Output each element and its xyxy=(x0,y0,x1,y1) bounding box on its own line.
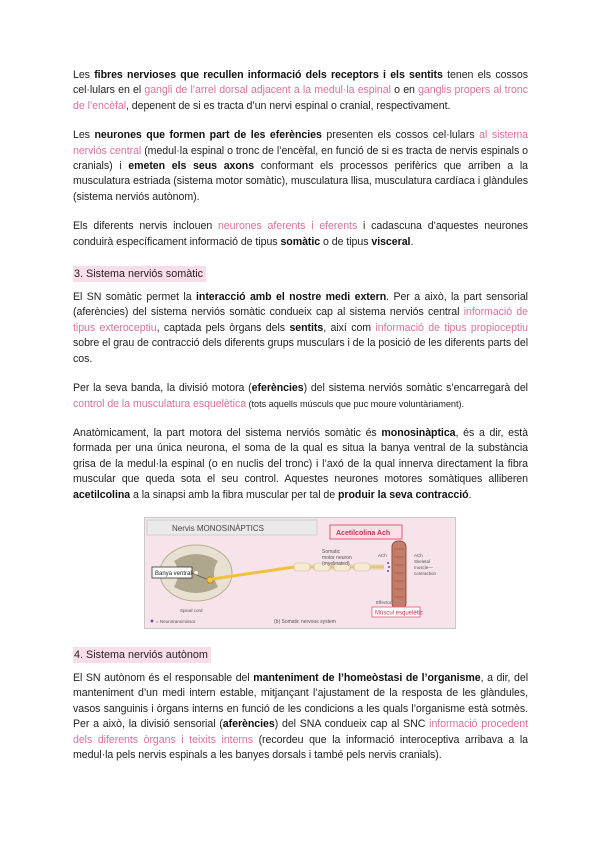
text: . xyxy=(468,488,472,501)
text: , depenent de si es tracta d’un nervi espinal o cranial, respectivament. xyxy=(126,99,451,112)
text: presenten els cossos cel·lulars xyxy=(321,129,480,142)
paragraph-somatic-intro xyxy=(73,290,528,367)
bold-text: manteniment de l’homeòstasi de l’organisme xyxy=(253,671,481,684)
text: Els diferents nervis inclouen xyxy=(73,220,218,233)
text: i cadascuna d’aquestes neurones conduirà específicament informació de tipus xyxy=(73,220,529,248)
text: a la sinapsi amb la fibra muscular per tal de xyxy=(130,488,338,501)
bold-text: somàtic xyxy=(280,235,321,248)
ventral-horn-label: Banya ventral xyxy=(155,570,192,577)
bold-text: sentits xyxy=(289,321,324,334)
bold-text: visceral xyxy=(371,235,411,248)
keyword: al sistema nerviós central xyxy=(73,129,528,157)
text: , captada pels òrgans dels xyxy=(156,321,290,334)
text: (medul·la espinal o tronc de l’encèfal, en funció de si es tracta de nervis espinals o cranials) i xyxy=(73,144,529,173)
keyword: informació procedent dels diferents òrgans i teixits interns xyxy=(73,718,528,746)
neuron-label-3: (myelinated) xyxy=(322,560,350,567)
effector-word: Effector xyxy=(376,599,392,605)
effector-label-1: ACh xyxy=(414,552,423,558)
figure-caption: (b) Somatic nervous system xyxy=(274,618,336,625)
effector-label-3: muscle— xyxy=(414,564,433,570)
text: . xyxy=(410,235,414,248)
effector-label-2: Skeletal xyxy=(414,558,431,564)
paragraph-autonomic xyxy=(73,671,528,763)
text: Anatòmicament, la part motora del sistema nerviós somàtic és xyxy=(73,426,382,439)
text: ) del sistema nerviós somàtic s’encarregarà del xyxy=(303,382,528,395)
effector-label-4: contraction xyxy=(414,570,437,576)
legend-dot-icon xyxy=(151,620,154,623)
text: El SN autònom és el responsable del xyxy=(73,671,254,684)
neuron-label-1: Somatic xyxy=(322,548,341,555)
bold-text: acetilcolina xyxy=(73,488,131,501)
figure-illustration xyxy=(144,517,456,629)
text: Les xyxy=(73,69,95,81)
bold-text: fibres nervioses que recullen informació dels receptors i els sentits xyxy=(94,69,443,81)
neuron-label-2: motor neuron xyxy=(322,554,352,561)
paragraph-nerves xyxy=(73,219,528,250)
keyword: gangli de l’arrel dorsal adjacent a la medul·la espinal xyxy=(144,84,391,97)
keyword: informació de tipus exteroceptiu xyxy=(73,306,528,334)
bold-text: neurones que formen part de les eferències xyxy=(94,129,322,142)
muscle-label: Múscul esquelètic xyxy=(375,610,423,617)
bold-text: aferències xyxy=(222,718,275,731)
document-page xyxy=(73,68,528,777)
text: Per la seva banda, la divisió motora ( xyxy=(73,382,252,395)
text: , així com xyxy=(323,321,376,334)
keyword: ganglis propers al tronc de l’encèfal xyxy=(73,84,528,112)
paragraph-afferent-fibres xyxy=(73,68,528,114)
keyword: neurones aferents i eferents xyxy=(217,220,358,233)
ach-small-label: ACh xyxy=(378,552,387,558)
bold-text: monosinàptica xyxy=(381,426,456,439)
text: (recordeu que la informació interoceptiva arribava a la medul·la pels nervis espinals a les banyes dorsals i també pels nervis cranials). xyxy=(73,733,528,761)
text: . Per a això, la part sensorial (aferències) del sistema nerviós somàtic condueix cap al sistema nerviós central xyxy=(73,291,528,319)
text: o en xyxy=(390,84,419,97)
paragraph-monosynaptic xyxy=(73,426,528,503)
bold-text: interacció amb el nostre medi extern xyxy=(196,291,387,304)
legend-label: = Neurotransmissor xyxy=(156,618,196,624)
skeletal-muscle-shape xyxy=(392,541,406,609)
text: , és a dir, està formada per una única neurona, el soma de la qual es situa la banya ventral de la substància grisa de la medul·la espinal (o en nuclis del tronc) i l’axó de la qual innerva directament la fibra muscular que queda sota el seu control. Aquestes neurones motores somàtiques alliberen xyxy=(73,426,528,486)
text: , a dir, del manteniment d’un medi intern estable, mitjançant l’ajustament de la resposta de les glàndules, vasos sanguinis i òrgans interns en funció de les condicions a les quals l’organisme està sotmès. Per a això, la divisió sensorial ( xyxy=(73,671,528,731)
text: o de tipus xyxy=(320,235,372,248)
section-heading-somatic: 3. Sistema nerviós somàtic xyxy=(73,266,206,282)
paragraph-efferent-neurons xyxy=(73,128,528,205)
paragraph-motor-division xyxy=(73,381,528,412)
text: ) del SNA condueix cap al SNC xyxy=(274,718,430,731)
keyword: informació de tipus propioceptiu xyxy=(375,321,528,334)
spinal-cord-label: Spinal cord xyxy=(180,607,203,613)
bold-text: emeten els seus axons xyxy=(128,160,255,173)
keyword: control de la musculatura esquelètica xyxy=(73,397,247,410)
section-heading-autonomic: 4. Sistema nerviós autònom xyxy=(73,647,211,663)
text: Les xyxy=(73,129,95,142)
bold-text: eferències xyxy=(251,382,304,395)
somatic-nervous-system-figure xyxy=(144,517,456,629)
text: tenen els cossos cel·lulars en el xyxy=(73,69,528,97)
small-text: (tots aquells músculs que puc moure voluntàriament). xyxy=(246,398,465,409)
text: conformant els processos perifèrics que arriben a la musculatura estriada (sistema motor somàtic), musculatura llisa, musculatura cardíaca i glàndules (sistema nerviós autònom). xyxy=(73,160,528,203)
acetylcholine-label: Acetilcolina Ach xyxy=(336,529,391,537)
bold-text: produir la seva contracció xyxy=(337,488,469,501)
text: El SN somàtic permet la xyxy=(73,291,196,304)
figure-title: Nervis MONOSINÀPTICS xyxy=(172,523,265,533)
text: sobre el grau de contracció dels diferents grups musculars i de la posició de les diferents parts del cos. xyxy=(73,337,528,365)
